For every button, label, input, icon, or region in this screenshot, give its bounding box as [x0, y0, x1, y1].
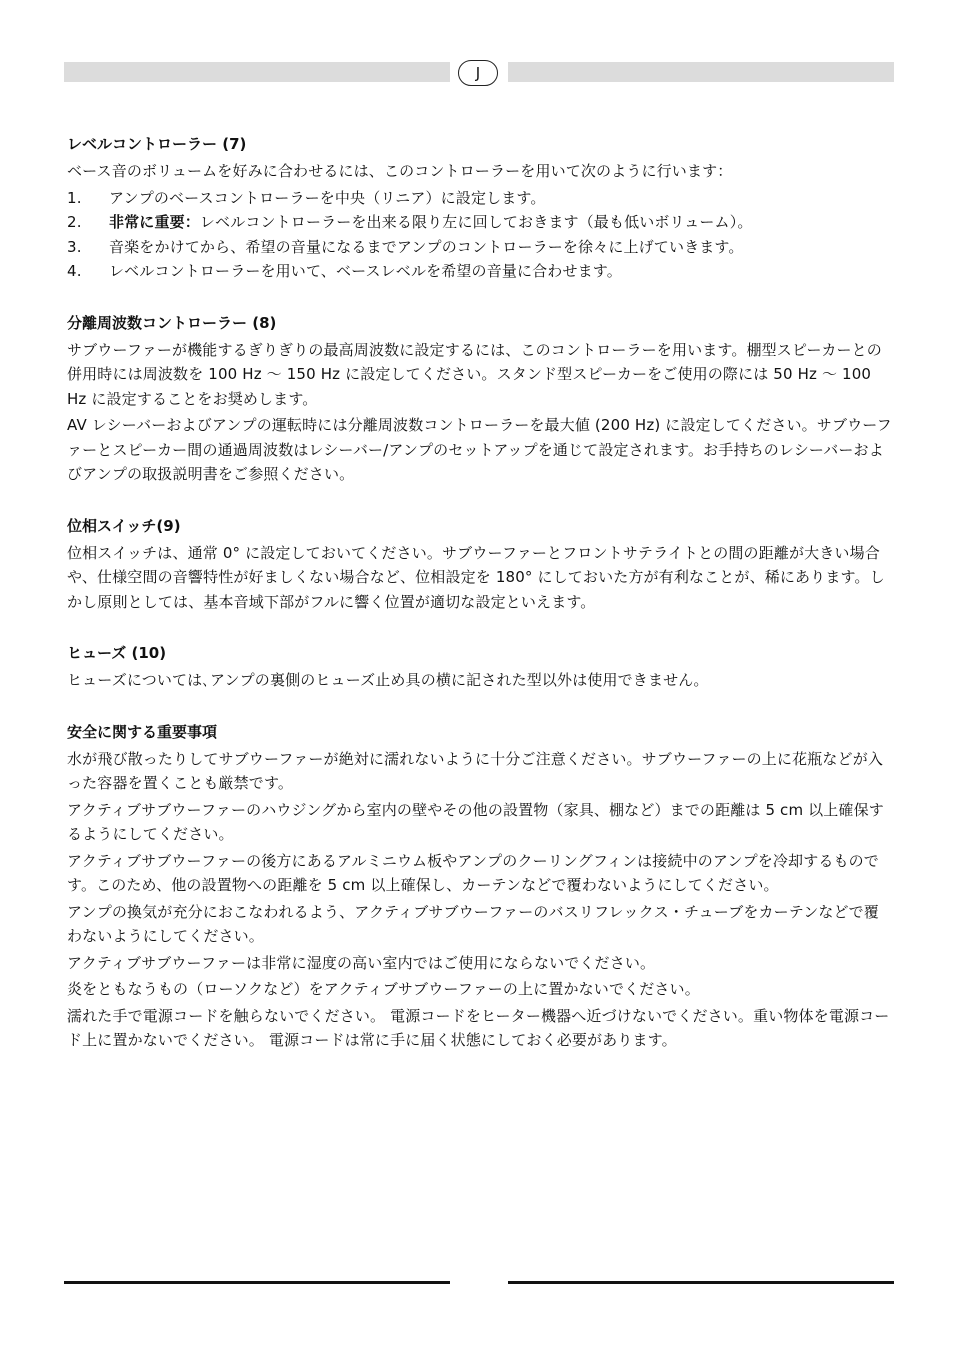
paragraph: ヒューズについては､アンプの裏側のヒューズ止め具の横に記された型以外は使用できません｡ — [67, 671, 702, 689]
section-fuse — [67, 642, 892, 693]
emphasis: 非常に重要： — [109, 213, 200, 231]
language-badge: J — [458, 60, 498, 86]
list-item: 1. アンプのベースコントローラーを中央（リニア）に設定します。 — [67, 188, 546, 207]
paragraph: サブウーファーが機能するぎりぎりの最高周波数に設定するには、このコントローラーを用います。棚型スピーカーとの併用時には周波数を 100 Hz 〜 150 Hz に設定してください。スタンド型スピーカーをご使用の際には 50 Hz 〜 100 Hz に設定することをお奨めします。 — [67, 340, 882, 408]
paragraph: 濡れた手で電源コードを触らないでください。 電源コードをヒーター機器へ近づけないでください。重い物体を電源コード上に置かないでください。 電源コードは常に手に届く状態にしておく必要があります。 — [67, 1006, 890, 1049]
paragraph: 水が飛び散ったりしてサブウーファーが絶対に濡れないように十分ご注意ください。サブウーファーの上に花瓶などが入った容器を置くことも厳禁です。 — [67, 749, 884, 792]
page-content — [67, 133, 892, 1081]
header-bar-left — [64, 62, 450, 82]
footer-rule-right — [508, 1281, 894, 1284]
paragraph: 炎をともなうもの（ローソクなど）をアクティブサブウーファーの上に置かないでください。 — [67, 980, 700, 998]
section-phase-switch — [67, 515, 892, 615]
section-title: 分離周波数コントローラー (8) — [67, 313, 277, 332]
paragraph: 位相スイッチは、通常 0° に設定しておいてください。サブウーファーとフロントサテライトとの間の距離が大きい場合や、仕様空間の音響特性が好ましくない場合など、位相設定を 180° にしておいた方が有利なことが、稀にあります。しかし原則としては、基本音域下部がフルに響く位置が適切な設定といえます。 — [67, 543, 885, 611]
section-title: ヒューズ (10) — [67, 644, 167, 662]
paragraph: アクティブサブウーファーの後方にあるアルミニウム板やアンプのクーリングフィンは接続中のアンプを冷却するものです。このため、他の設置物への距離を 5 cm 以上確保し、カーテンなどで覆わないようにしてください。 — [67, 851, 879, 894]
paragraph: アクティブサブウーファーのハウジングから室内の壁やその他の設置物（家具、棚など）までの距離は 5 cm 以上確保するようにしてください。 — [67, 800, 884, 843]
section-safety — [67, 721, 892, 1053]
section-intro: ベース音のボリュームを好みに合わせるには、このコントローラーを用いて次のように行います： — [67, 162, 733, 180]
list-item: 3. 音楽をかけてから、希望の音量になるまでアンプのコントローラーを徐々に上げていきます。 — [67, 237, 744, 256]
section-title: 安全に関する重要事項 — [67, 722, 218, 741]
section-title: レベルコントローラー (7) — [67, 135, 247, 153]
section-crossover-controller — [67, 312, 892, 487]
section-level-controller — [67, 133, 892, 284]
paragraph: アンプの換気が充分におこなわれるよう、アクティブサブウーファーのバスリフレックス・チューブをカーテンなどで覆わないようにしてください。 — [67, 902, 879, 945]
section-title: 位相スイッチ(9) — [67, 516, 181, 535]
footer-rule-left — [64, 1281, 450, 1284]
header-bar-right — [508, 62, 894, 82]
paragraph: AV レシーバーおよびアンプの運転時には分離周波数コントローラーを最大値 (200 Hz) に設定してください。サブウーファーとスピーカー間の通過周波数はレシーバー/アンプのセットアップを通じて設定されます。お手持ちのレシーバーおよびアンプの取扱説明書をご参照ください。 — [67, 416, 892, 483]
list-item: 2. 非常に重要：レベルコントローラーを出来る限り左に回しておきます（最も低いボリューム）。 — [67, 213, 753, 231]
paragraph: アクティブサブウーファーは非常に湿度の高い室内ではご使用にならないでください。 — [67, 953, 656, 972]
steps-list — [67, 186, 892, 284]
list-item: 4. レベルコントローラーを用いて、ベースレベルを希望の音量に合わせます。 — [67, 262, 622, 280]
